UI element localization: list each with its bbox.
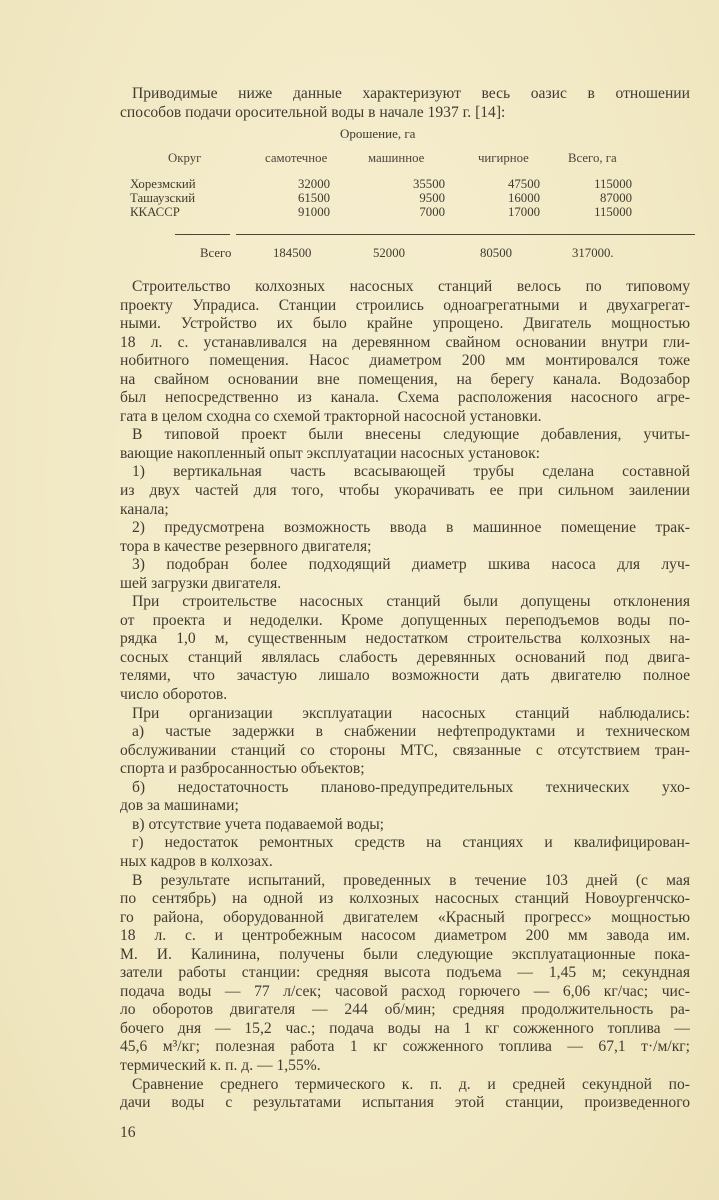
text-line: дачи воды с результатами испытания этой станции, произведенного (120, 1094, 690, 1112)
text-line: по сентябрь) на одной из колхозных насосных станций Новоургенчско- (120, 890, 690, 908)
text-line: спорта и разбросанностью объектов; (120, 760, 365, 778)
text-line: Строительство колхозных насосных станций велось по типовому (132, 278, 690, 295)
text-line: телями, что зачастую лишало возможности дать двигателю полное (120, 667, 690, 685)
total-label: Всего (200, 246, 232, 260)
text-line: рядка 1,0 м, существенным недостатком строительства колхозных на- (120, 630, 690, 648)
table-cell: 115000 (594, 205, 632, 219)
text-line: 45,6 м³/кг; полезная работа 1 кг сожженного топлива — 67,1 т·/м/кг; (120, 1038, 690, 1056)
text-line: дов за машинами; (120, 797, 239, 815)
text-line: При организации эксплуатации насосных станций наблюдались: (132, 704, 690, 722)
table-cell: 9500 (419, 191, 445, 205)
text-line: число оборотов. (120, 686, 228, 704)
text-line: от проекта и недоделки. Кроме допущенных переподъемов воды по- (120, 611, 690, 629)
text-line: из двух частей для того, чтобы укорачивать ее при сильном заилении (120, 482, 690, 500)
district-name: Хорезмский (130, 177, 196, 191)
total-all: 317000. (572, 246, 614, 260)
table-total-row (120, 247, 695, 261)
text-line: сосных станций являлась слабость деревянных оснований под двига- (120, 648, 690, 666)
text-line: гата в целом сходна со схемой тракторной насосной установки. (120, 407, 542, 425)
table-cell: 32000 (298, 177, 330, 191)
table-cell: 16000 (508, 191, 540, 205)
text-line: затели работы станции: средняя высота подъема — 1,45 м; секундная (120, 964, 690, 982)
text-line: способов подачи оросительной воды в начале 1937 г. [14]: (120, 104, 506, 121)
text-line: канала; (120, 500, 169, 518)
district-name: ККАССР (130, 205, 180, 219)
text-line: Приводимые ниже данные характеризуют весь оазис в отношении (132, 85, 690, 102)
rule-gap (230, 233, 236, 237)
table-cell: 115000 (594, 177, 632, 191)
text-line: 1) вертикальная часть всасывающей трубы сделана составной (132, 463, 690, 481)
body-text (120, 278, 690, 1113)
intro-paragraph (120, 84, 690, 122)
total-machine: 52000 (373, 246, 405, 260)
table-row (120, 178, 695, 192)
text-line: 3) подобран более подходящий диаметр шкива насоса для луч- (132, 556, 690, 574)
table-total-rule (175, 234, 695, 235)
table-cell: 87000 (600, 191, 632, 205)
text-line: г) недостаток ремонтных средств на станциях и квалифицирован- (132, 834, 690, 852)
text-line: б) недостаточность планово-предупредительных технических ухо- (132, 778, 690, 796)
text-line: В результате испытаний, проведенных в течение 103 дней (с мая (132, 871, 690, 889)
text-line: а) частые задержки в снабжении нефтепродуктами и техническом (132, 723, 690, 741)
text-line: 2) предусмотрена возможность ввода в машинное помещение трак- (132, 519, 690, 537)
text-line: нобитного помещения. Насос диаметром 200 мм монтировался тоже (120, 352, 690, 370)
text-line: был непосредственно из канала. Схема расположения насосного агре- (120, 389, 690, 407)
text-line: на свайном основании вне помещения, на берегу канала. Водозабор (120, 370, 690, 388)
table-cell: 17000 (508, 205, 540, 219)
total-gravity: 184500 (273, 246, 312, 260)
page-number: 16 (120, 1124, 136, 1141)
table-header-row (120, 152, 695, 166)
table-cell: 91000 (298, 205, 330, 219)
table-row (120, 206, 695, 220)
header-machine: машинное (368, 151, 425, 165)
text-line: в) отсутствие учета подаваемой воды; (132, 815, 385, 833)
table-cell: 61500 (298, 191, 330, 205)
text-line: М. И. Калинина, получены были следующие эксплуатационные пока- (120, 945, 690, 963)
text-line: При строительстве насосных станций были допущены отклонения (132, 593, 690, 611)
text-line: обслуживании станций со стороны МТС, связанные с отсутствием тран- (120, 741, 690, 759)
text-line: 18 л. с. и центробежным насосом диаметром 200 мм завода им. (120, 927, 690, 945)
text-line: ных кадров в колхозах. (120, 852, 273, 870)
header-gravity: самотечное (265, 151, 328, 165)
text-line: термический к. п. д. — 1,55%. (120, 1056, 321, 1074)
text-line: Сравнение среднего термического к. п. д. и средней секундной по- (132, 1075, 690, 1093)
text-line: проекту Упрадиса. Станции строились одноагрегатными и двухагрегат- (120, 296, 690, 314)
text-line: В типовой проект были внесены следующие добавления, учиты- (132, 426, 690, 444)
district-name: Ташаузский (130, 191, 196, 205)
text-line: подача воды — 77 л/сек; часовой расход горючего — 6,06 кг/час; чис- (120, 982, 690, 1000)
text-line: шей загрузки двигателя. (120, 574, 282, 592)
text-line: ло оборотов двигателя — 244 об/мин; средняя продолжительность ра- (120, 1001, 690, 1019)
table-title: Орошение, га (340, 126, 416, 141)
total-chigir: 80500 (480, 246, 512, 260)
text-line: ными. Устройство их было крайне упрощено. Двигатель мощностью (120, 315, 690, 333)
table-cell: 7000 (419, 205, 445, 219)
text-line: бочего дня — 15,2 час.; подача воды на 1 кг сожженного топлива — (120, 1019, 690, 1037)
table-cell: 47500 (508, 177, 540, 191)
text-line: вающие накопленный опыт эксплуатации насосных установок: (120, 444, 540, 462)
header-total: Всего, га (568, 151, 617, 165)
text-line: го района, оборудованной двигателем «Красный прогресс» мощностью (120, 908, 690, 926)
text-line: тора в качестве резервного двигателя; (120, 537, 372, 555)
header-okrug: Округ (168, 151, 202, 165)
table-cell: 35500 (413, 177, 445, 191)
header-chigir: чигирное (478, 151, 529, 165)
table-row (120, 192, 695, 206)
text-line: 18 л. с. устанавливался на деревянном свайном основании внутри гли- (120, 333, 690, 351)
